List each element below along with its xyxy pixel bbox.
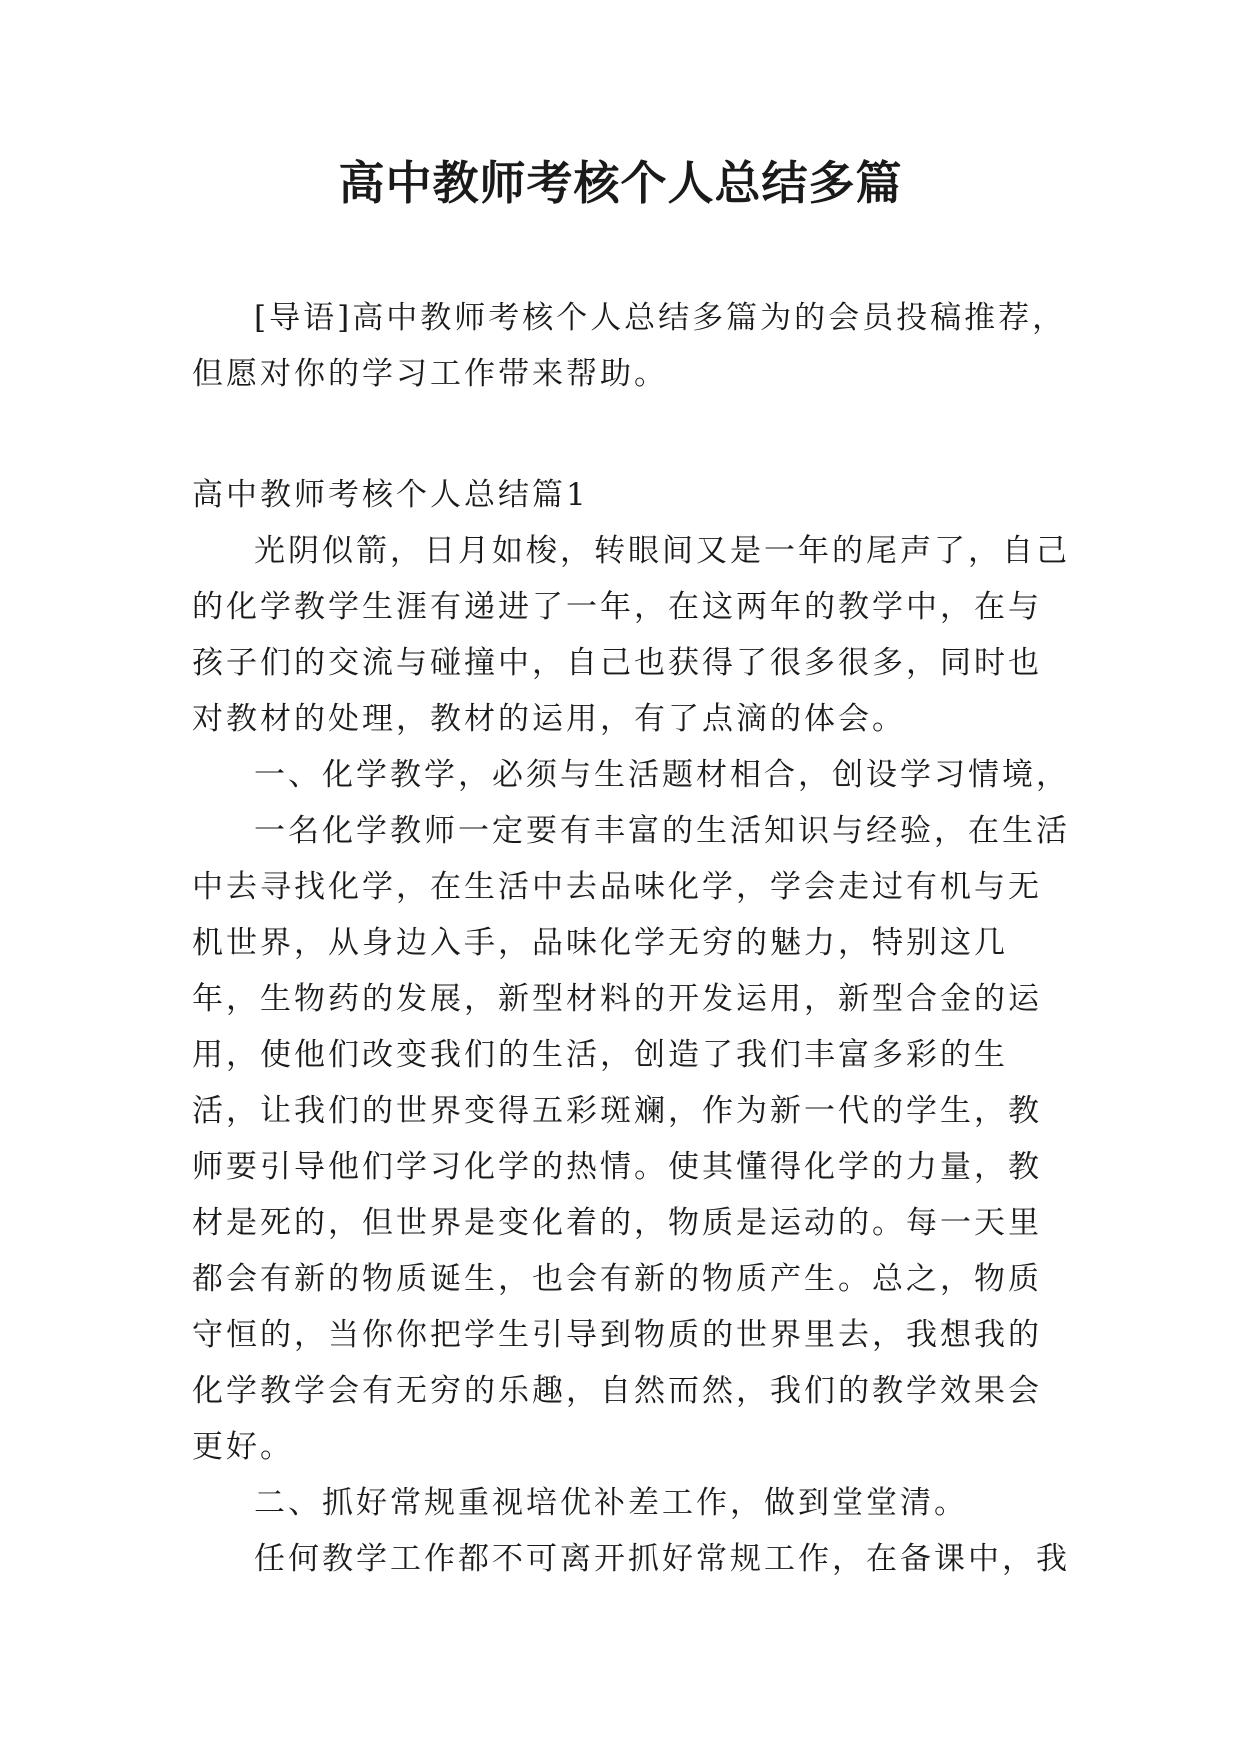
section-heading: 高中教师考核个人总结篇1 (192, 477, 589, 513)
body-paragraph: 一名化学教师一定要有丰富的生活知识与经验，在生活中去寻找化学，在生活中去品味化学，学会走过有机与无机世界，从身边入手，品味化学无穷的魅力，特别这几年，生物药的发展，新型材料的开发运用，新型合金的运用，使他们改变我们的生活，创造了我们丰富多彩的生活，让我们的世界变得五彩斑斓，作为新一代的学生，教师要引导他们学习化学的热情。使其懂得化学的力量，教材是死的，但世界是变化着的，物质是运动的。每一天里都会有新的物质诞生，也会有新的物质产生。总之，物质守恒的，当你你把学生引导到物质的世界里去，我想我的化学教学会有无穷的乐趣，自然而然，我们的教学效果会更好。 (192, 813, 1070, 1465)
body-paragraph: 光阴似箭，日月如梭，转眼间又是一年的尾声了，自己的化学教学生涯有递进了一年，在这两年的教学中，在与孩子们的交流与碰撞中，自己也获得了很多很多，同时也对教材的处理，教材的运用，有了点滴的体会。 (192, 533, 1070, 737)
body-paragraph: 任何教学工作都不可离开抓好常规工作，在备课中，我 (254, 1541, 1070, 1577)
intro-paragraph: [导语]高中教师考核个人总结多篇为的会员投稿推荐，但愿对你的学习工作带来帮助。 (192, 300, 1067, 392)
intro-block (192, 290, 1072, 402)
document-title: 高中教师考核个人总结多篇 (338, 156, 903, 210)
body-paragraph: 一、化学教学，必须与生活题材相合，创设学习情境， (254, 757, 1070, 793)
content-block (192, 467, 1072, 1587)
body-paragraph: 二、抓好常规重视培优补差工作，做到堂堂清。 (254, 1485, 968, 1521)
